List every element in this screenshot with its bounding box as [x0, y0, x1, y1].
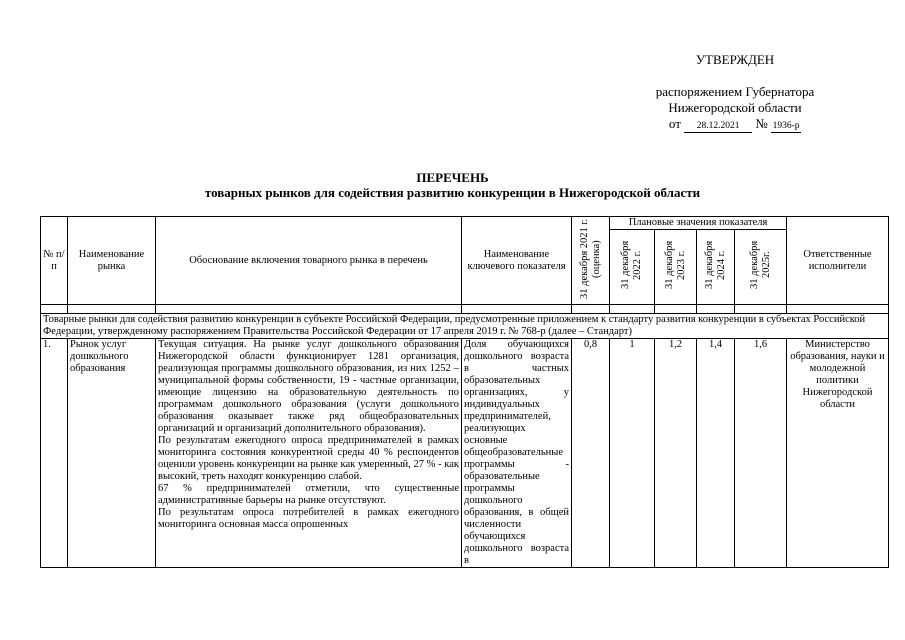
row-num: 1.: [41, 339, 68, 568]
header-num: № п/п: [41, 217, 68, 305]
approval-signature-line: [620, 116, 850, 133]
header-2025: 31 декабря 2025г.: [735, 230, 787, 305]
justification-paragraph: Текущая ситуация. На рынке услуг дошкольного образования Нижегородской области функционирует 1281 организация, реализующая программы дошкольного образования, из них 1252 – муниципальной формы собственности, 19 - частные организации, имеющие лицензию на образовательную деятельность по программам дошкольного образования (услуги дошкольного образования оказывает также ряд общеобразовательных организаций и организаций дополнительного образования).: [158, 339, 459, 434]
document-subtitle: товарных рынков для содействия развитию конкуренции в Нижегородской области: [204, 185, 701, 200]
section-heading: Товарные рынки для содействия развитию конкуренции в субъекте Российской Федерации, предусмотренные приложением к стандарту развития конкуренции в субъектах Российской Федерации, утвержденному распоряжением Правительства Российской Федерации от 17 апреля 2019 г. № 768-р (далее – Стандарт): [41, 314, 889, 339]
row-value-2021: 0,8: [572, 339, 610, 568]
markets-table: [40, 216, 889, 568]
approval-number-sign: №: [755, 116, 768, 131]
header-2024: 31 декабря 2024 г.: [697, 230, 735, 305]
header-executors: Ответственные исполнители: [787, 217, 889, 305]
justification-paragraph: 67 % предпринимателей отметили, что существенные административные барьеры на рынке отсутствуют.: [158, 483, 459, 506]
row-market: Рынок услуг дошкольного образования: [68, 339, 156, 568]
header-indicator: Наименование ключевого показателя: [462, 217, 572, 305]
approval-line-2: Нижегородской области: [668, 100, 802, 115]
justification-paragraph: По результатам ежегодного опроса предпринимателей в рамках мониторинга состояния конкурентной среды 40 % респондентов оценили уровень конкуренции на рынке как умеренный, 27 % - как высокий, треть находят конкуренцию слабой.: [158, 435, 459, 482]
approval-line-1: распоряжением Губернатора: [655, 84, 815, 99]
justification-paragraph: По результатам опроса потребителей в рамках ежегодного мониторинга основная масса опрошенных: [158, 507, 459, 530]
header-market: Наименование рынка: [68, 217, 156, 305]
document-title: ПЕРЕЧЕНЬ: [416, 170, 489, 185]
row-justification: [156, 339, 462, 568]
table-row: [41, 339, 889, 568]
header-2023: 31 декабря 2023 г.: [655, 230, 697, 305]
row-value-2024: 1,4: [697, 339, 735, 568]
header-justification: Обоснование включения товарного рынка в перечень: [156, 217, 462, 305]
row-value-2022: 1: [610, 339, 655, 568]
approval-from-label: от: [668, 116, 681, 131]
header-estimate-2021: 31 декабря 2021 г. (оценка): [572, 217, 610, 305]
approval-block: [620, 52, 850, 133]
spacer-row: [41, 305, 889, 314]
section-row: [41, 314, 889, 339]
header-row-1: [41, 217, 889, 230]
header-planned-group: Плановые значения показателя: [610, 217, 787, 230]
approval-date: 28.12.2021: [684, 120, 752, 133]
row-executors: Министерство образования, науки и молодежной политики Нижегородской области: [787, 339, 889, 568]
row-value-2025: 1,6: [735, 339, 787, 568]
approval-number: 1936-р: [772, 121, 800, 131]
row-indicator: Доля обучающихся дошкольного возраста в частных образовательных организациях, у индивидуальных предпринимателей, реализующих основные общеобразовательные программы - образовательные программы дошкольного образования, в общей численности обучающихся дошкольного возраста в: [462, 339, 572, 568]
row-value-2023: 1,2: [655, 339, 697, 568]
header-2022: 31 декабря 2022 г.: [610, 230, 655, 305]
approval-title: УТВЕРЖДЕН: [695, 52, 775, 67]
